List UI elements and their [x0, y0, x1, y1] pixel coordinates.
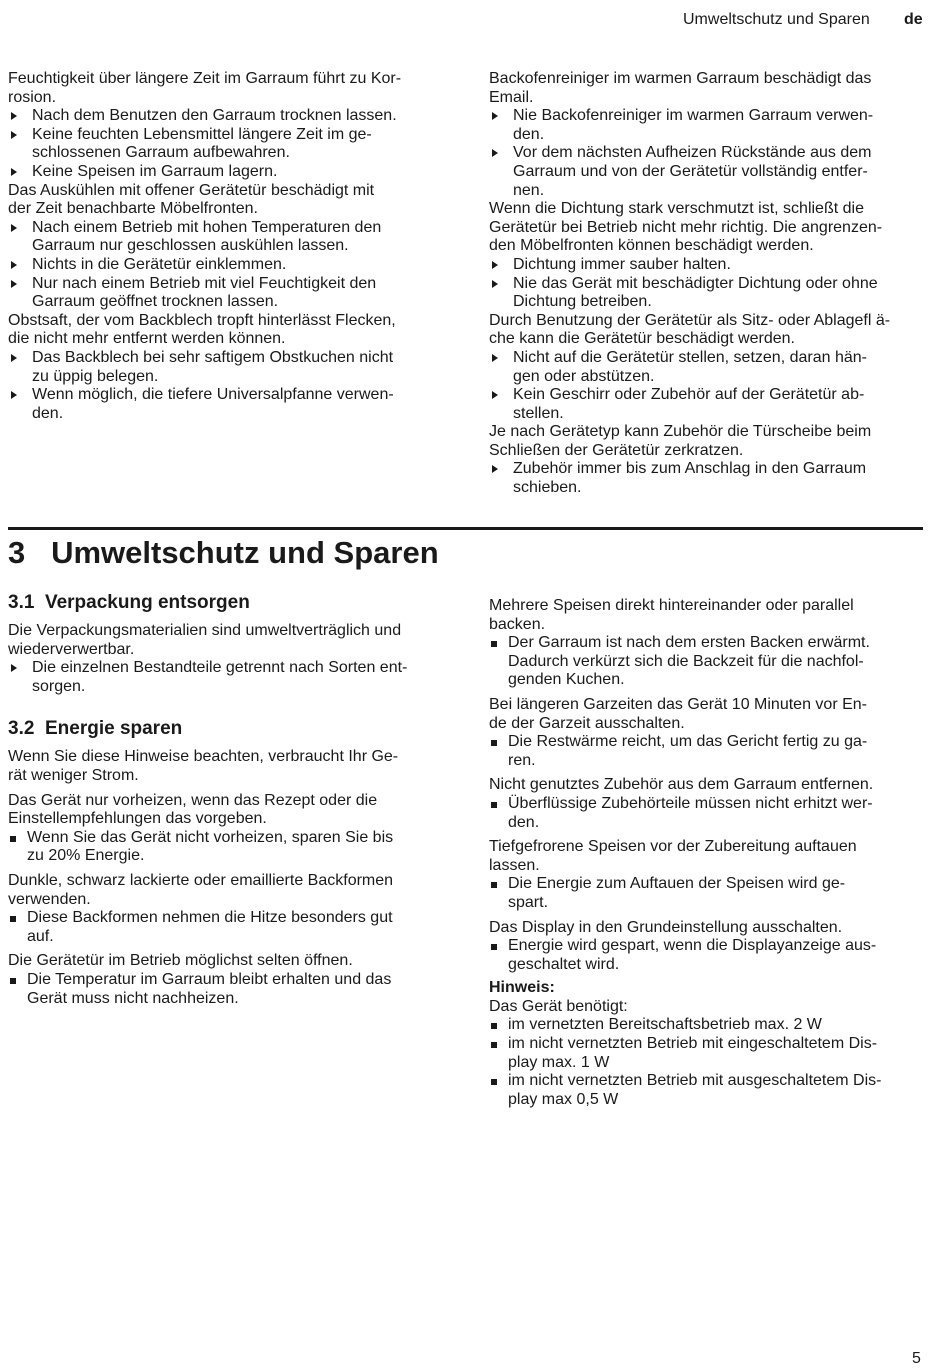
paragraph: Je nach Gerätetyp kann Zubehör die Türscheibe beim Schließen der Gerätetür zerkratzen.: [489, 423, 872, 459]
bullet-item: Nichts in die Gerätetür einklemmen.: [8, 256, 445, 275]
bullet-item: Keine feuchten Lebensmittel längere Zeit im ge- schlossenen Garraum aufbewahren.: [8, 126, 445, 163]
bullet-item: Dichtung immer sauber halten.: [489, 256, 924, 275]
square-bullet-item: im vernetzten Bereitschaftsbetrieb max. 2 W: [489, 1016, 924, 1035]
bottom-right-column: [489, 597, 924, 1109]
top-left-column: [8, 70, 445, 423]
bullet-item: Nie Backofenreiniger im warmen Garraum verwen- den.: [489, 107, 924, 144]
bullet-item: Vor dem nächsten Aufheizen Rückstände aus dem Garraum und von der Gerätetür vollständig entfer- nen.: [489, 144, 924, 200]
square-bullet-item: Diese Backformen nehmen die Hitze besonders gut auf.: [8, 909, 445, 946]
paragraph: Tiefgefrorene Speisen vor der Zubereitung auftauen lassen.: [489, 838, 857, 874]
square-bullet-item: Die Temperatur im Garraum bleibt erhalten und das Gerät muss nicht nachheizen.: [8, 971, 445, 1008]
square-bullet-item: Die Energie zum Auftauen der Speisen wird ge- spart.: [489, 875, 924, 912]
square-bullet-item: im nicht vernetzten Betrieb mit ausgeschaltetem Dis- play max 0,5 W: [489, 1072, 924, 1109]
language-code: de: [904, 11, 923, 28]
paragraph: Die Verpackungsmaterialien sind umweltverträglich und wiederverwertbar.: [8, 622, 402, 658]
square-bullet-item: Überflüssige Zubehörteile müssen nicht erhitzt wer- den.: [489, 795, 924, 832]
paragraph: Mehrere Speisen direkt hintereinander oder parallel backen.: [489, 597, 854, 633]
subsection-body: [8, 622, 445, 696]
bullet-item: Nach dem Benutzen den Garraum trocknen lassen.: [8, 107, 445, 126]
bullet-item: Wenn möglich, die tiefere Universalpfanne verwen- den.: [8, 386, 445, 423]
note-label: Hinweis:: [489, 979, 555, 997]
bullet-item: Nur nach einem Betrieb mit viel Feuchtigkeit den Garraum geöffnet trocknen lassen.: [8, 275, 445, 312]
square-bullet-item: Der Garraum ist nach dem ersten Backen erwärmt. Dadurch verkürzt sich die Backzeit für die nachfol- genden Kuchen.: [489, 634, 924, 690]
running-header-title: Umweltschutz und Sparen: [683, 11, 870, 28]
paragraph: Nicht genutztes Zubehör aus dem Garraum entfernen.: [489, 776, 874, 794]
bullet-item: Nie das Gerät mit beschädigter Dichtung oder ohne Dichtung betreiben.: [489, 275, 924, 312]
square-bullet-item: im nicht vernetzten Betrieb mit eingeschaltetem Dis- play max. 1 W: [489, 1035, 924, 1072]
square-bullet-item: Energie wird gespart, wenn die Displayanzeige aus- geschaltet wird.: [489, 937, 924, 974]
subsection-body: [8, 748, 445, 1008]
bullet-item: Nach einem Betrieb mit hohen Temperaturen den Garraum nur geschlossen auskühlen lassen.: [8, 219, 445, 256]
paragraph: Backofenreiniger im warmen Garraum beschädigt das Email.: [489, 70, 872, 106]
paragraph: Das Gerät benötigt:: [489, 997, 628, 1015]
bullet-item: Das Backblech bei sehr saftigem Obstkuchen nicht zu üppig belegen.: [8, 349, 445, 386]
paragraph: Wenn Sie diese Hinweise beachten, verbraucht Ihr Ge- rät weniger Strom.: [8, 748, 399, 784]
paragraph: Bei längeren Garzeiten das Gerät 10 Minuten vor En- de der Garzeit ausschalten.: [489, 695, 867, 732]
paragraph: Wenn die Dichtung stark verschmutzt ist, schließt die Gerätetür bei Betrieb nicht mehr richtig. Die angrenzen- den Möbelfronten können beschädigt werden.: [489, 200, 883, 255]
square-bullet-item: Wenn Sie das Gerät nicht vorheizen, sparen Sie bis zu 20% Energie.: [8, 829, 445, 866]
paragraph: Feuchtigkeit über längere Zeit im Garraum führt zu Kor- rosion.: [8, 70, 402, 106]
subsection-verpackung: [8, 592, 445, 1008]
paragraph: Das Gerät nur vorheizen, wenn das Rezept oder die Einstellempfehlungen das vorgeben.: [8, 791, 378, 828]
bullet-item: Zubehör immer bis zum Anschlag in den Garraum schieben.: [489, 460, 924, 497]
bullet-item: Kein Geschirr oder Zubehör auf der Gerätetür ab- stellen.: [489, 386, 924, 423]
subsection-title: 3.1 Verpackung entsorgen: [8, 592, 250, 613]
paragraph: Dunkle, schwarz lackierte oder emaillierte Backformen verwenden.: [8, 871, 394, 908]
bullet-item: Die einzelnen Bestandteile getrennt nach Sorten ent- sorgen.: [8, 659, 445, 696]
paragraph: Das Display in den Grundeinstellung ausschalten.: [489, 918, 843, 936]
paragraph: Das Auskühlen mit offener Gerätetür beschädigt mit der Zeit benachbarte Möbelfronten.: [8, 181, 375, 218]
paragraph: Durch Benutzung der Gerätetür als Sitz- oder Ablagefl ä- che kann die Gerätetür beschädigt werden.: [489, 311, 891, 348]
paragraph: Obstsaft, der vom Backblech tropft hinterlässt Flecken, die nicht mehr entfernt werden können.: [8, 311, 396, 348]
paragraph: Die Gerätetür im Betrieb möglichst selten öffnen.: [8, 952, 353, 970]
square-bullet-item: Die Restwärme reicht, um das Gericht fertig zu ga- ren.: [489, 733, 924, 770]
bullet-item: Nicht auf die Gerätetür stellen, setzen, daran hän- gen oder abstützen.: [489, 349, 924, 386]
section-title: 3 Umweltschutz und Sparen: [8, 535, 439, 570]
subsection-title: 3.2 Energie sparen: [8, 718, 183, 740]
page-number: 5: [912, 1350, 921, 1367]
bullet-item: Keine Speisen im Garraum lagern.: [8, 163, 445, 182]
section-divider: [8, 527, 923, 530]
top-right-column: [489, 70, 924, 498]
